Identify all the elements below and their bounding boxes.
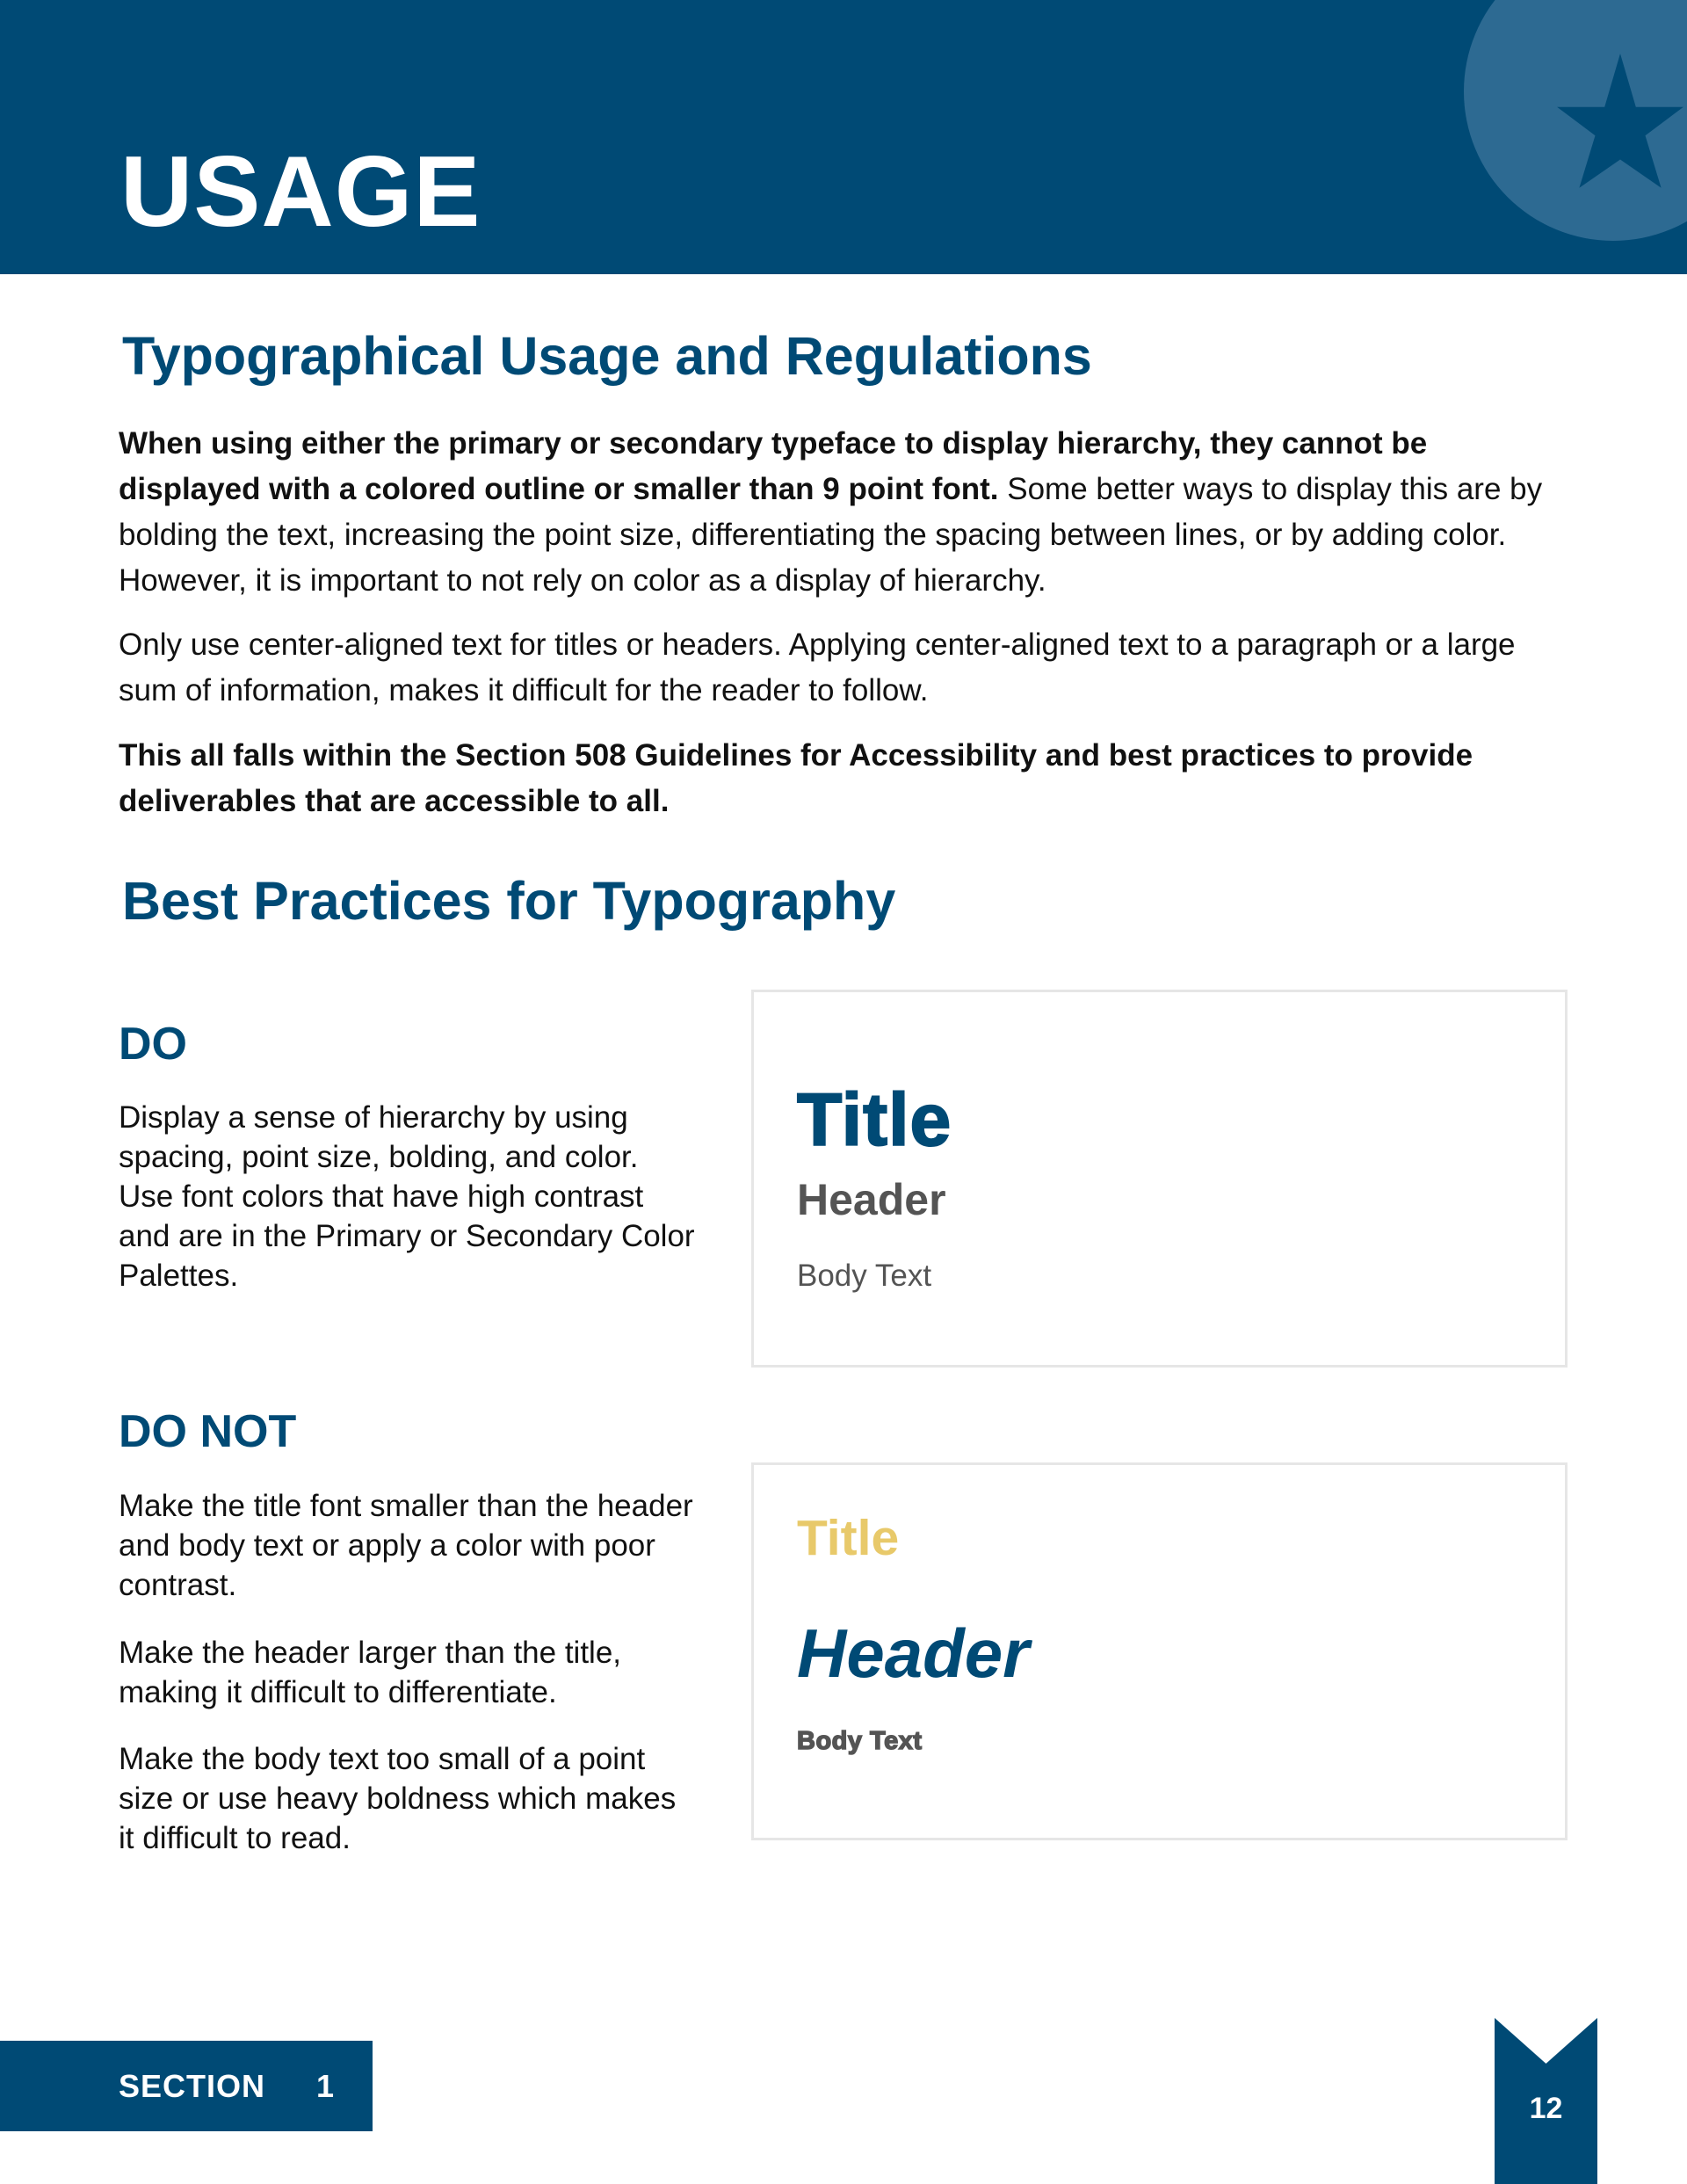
- do-not-item: Make the body text too small of a point size or use heavy boldness which makes it difficult to read.: [119, 1742, 677, 1855]
- section-number: 1: [316, 2068, 335, 2104]
- do-not-heading: DO NOT: [119, 1406, 297, 1457]
- section-label: SECTION: [119, 2068, 266, 2104]
- do-example-box: [751, 990, 1568, 1368]
- paragraph-typeface-rules: [119, 421, 1560, 604]
- do-not-example-header: Header: [797, 1614, 1030, 1692]
- paragraph-typeface-rules-rest: Some better ways to display this are by bolding the text, increasing the point size, differentiating the spacing between lines, or by adding color. However, it is important to not rely on color as a display of hierarchy.: [119, 472, 1543, 598]
- do-not-example-body-text: Body Text: [797, 1727, 923, 1755]
- header-banner: [0, 0, 1687, 274]
- do-not-item: Make the header larger than the title, making it difficult to differentiate.: [119, 1636, 622, 1709]
- paragraph-typeface-rules-bold: When using either the primary or secondary typeface to display hierarchy, they cannot be displayed with a colored outline or smaller than 9 point font.: [119, 426, 1428, 506]
- star-circle-icon: [1464, 0, 1687, 241]
- paragraph-section-508: This all falls within the Section 508 Guidelines for Accessibility and best practices to provide deliverables that are accessible to all.: [119, 738, 1473, 818]
- do-example-header: Header: [797, 1175, 946, 1224]
- do-not-example-title: Title: [797, 1510, 900, 1566]
- page-number: 12: [1529, 2092, 1563, 2125]
- page-title: USAGE: [120, 136, 481, 248]
- do-description: Display a sense of hierarchy by using spacing, point size, bolding, and color. Use font colors that have high contrast and are in the Primary or Secondary Color Palettes.: [119, 1100, 695, 1293]
- do-example-title: Title: [797, 1078, 952, 1161]
- do-heading: DO: [119, 1019, 187, 1070]
- do-not-item: Make the title font smaller than the header and body text or apply a color with poor contrast.: [119, 1489, 693, 1602]
- do-example-body-text: Body Text: [797, 1259, 932, 1293]
- section-tab: [0, 2041, 373, 2131]
- section-heading-typographical: Typographical Usage and Regulations: [122, 326, 1092, 386]
- section-heading-best-practices: Best Practices for Typography: [122, 871, 896, 931]
- paragraph-center-aligned: Only use center-aligned text for titles or headers. Applying center-aligned text to a paragraph or a large sum of information, makes it difficult for the reader to follow.: [119, 628, 1516, 707]
- do-not-example-box: [751, 1462, 1568, 1840]
